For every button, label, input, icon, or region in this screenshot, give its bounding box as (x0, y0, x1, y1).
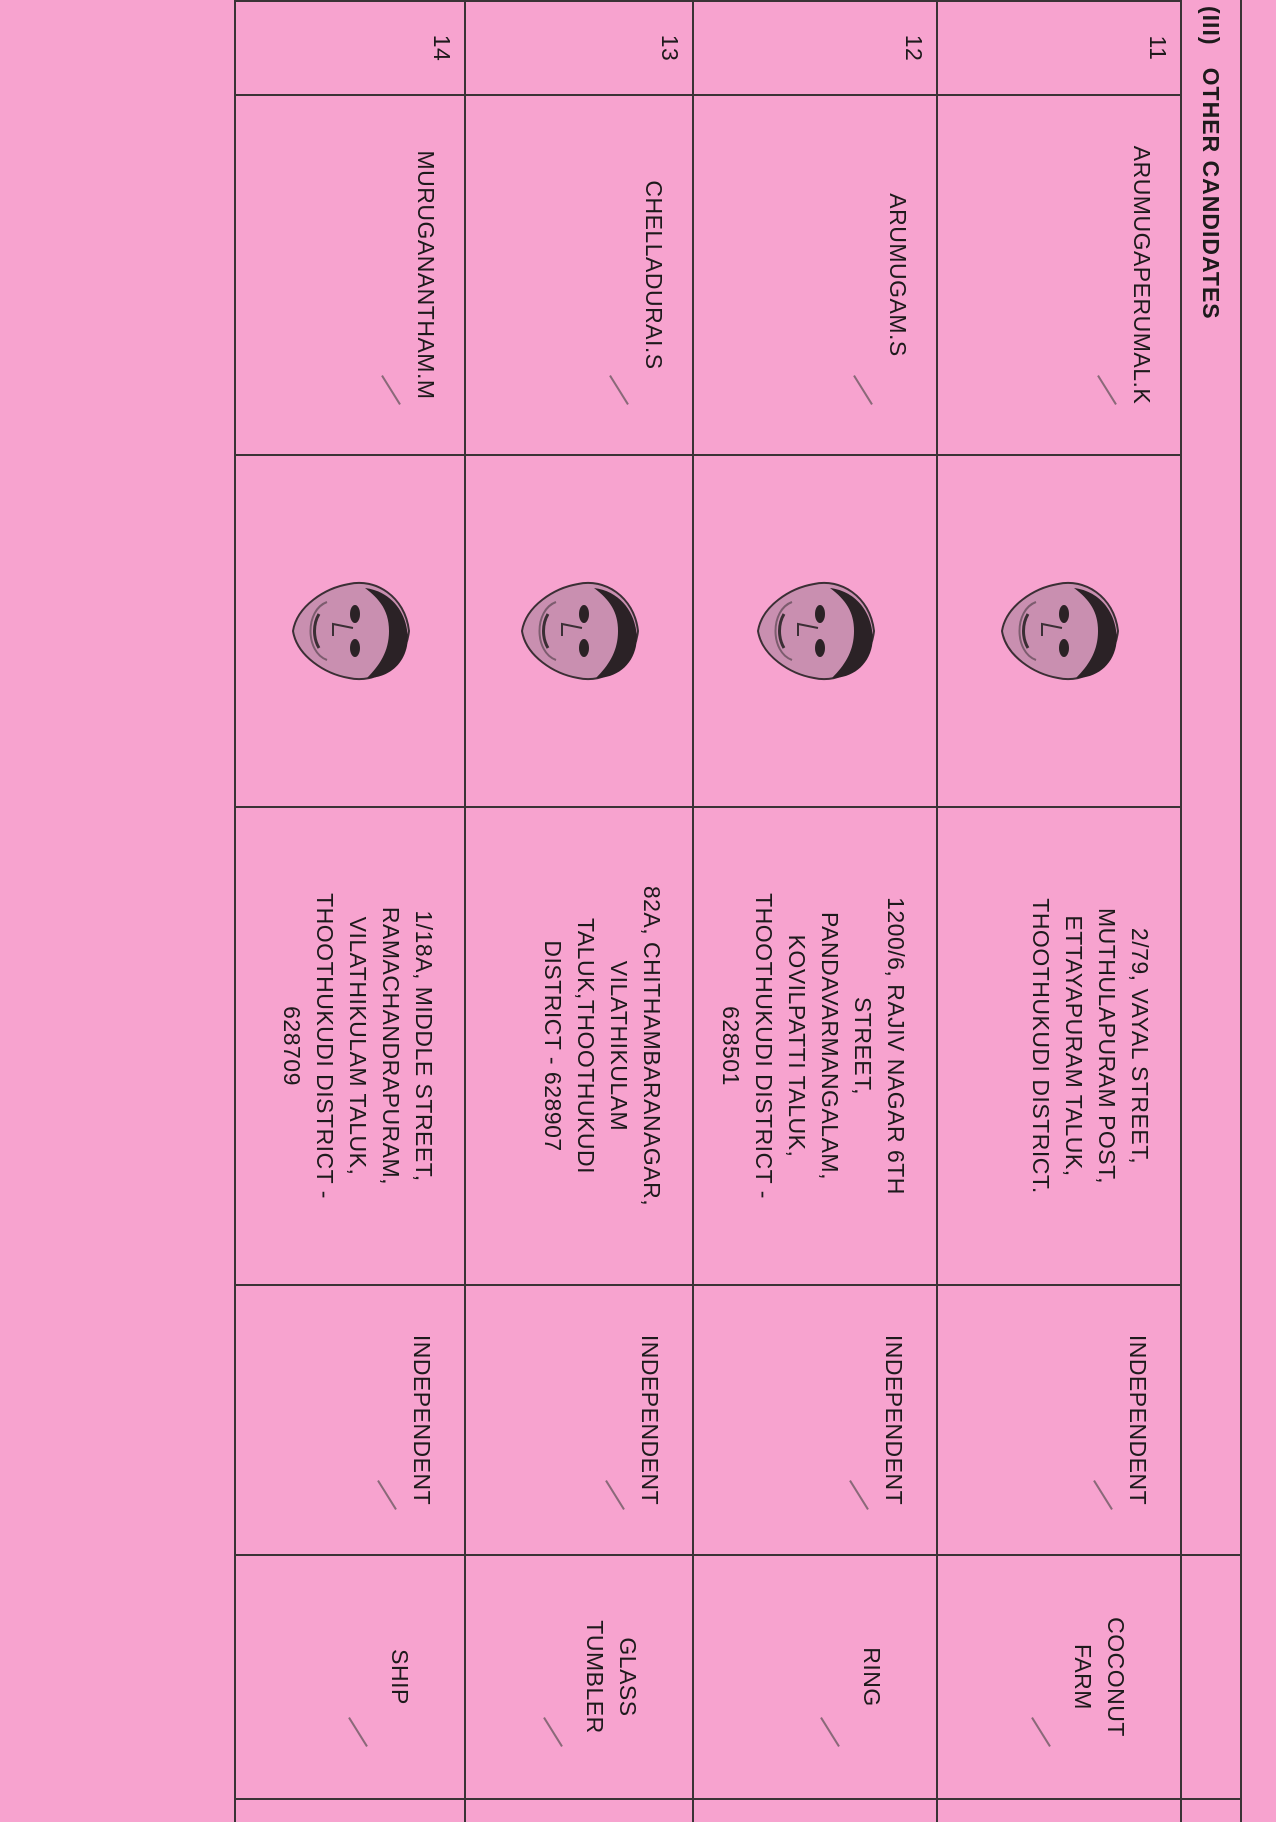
serial-number-cell (235, 1, 465, 95)
party-cell (693, 1285, 937, 1555)
candidate-name: CHELLADURAI.S (641, 180, 667, 370)
address-line: 2/79, VAYAL STREET, (1127, 927, 1153, 1165)
party-affiliation: INDEPENDENT (881, 1334, 907, 1506)
party-cell (465, 1285, 693, 1555)
candidate-name-cell (693, 95, 937, 455)
section-header-row (1180, 0, 1240, 1822)
tick-mark-icon (381, 375, 401, 405)
symbol-line: TUMBLER (582, 1620, 608, 1734)
section-header (1182, 6, 1240, 320)
top-border (1240, 0, 1242, 1822)
address-line: 82A, CHITHAMBARANAGAR, (639, 885, 665, 1207)
address-cell (235, 807, 465, 1285)
section-title: OTHER CANDIDATES (1198, 67, 1224, 320)
candidates-table (234, 0, 1182, 1822)
address-line: DISTRICT - 628907 (540, 940, 566, 1152)
section-number: (III) (1198, 6, 1224, 46)
address-cell (937, 807, 1181, 1285)
blank-cell (235, 1799, 465, 1822)
symbol-line: SHIP (387, 1649, 413, 1705)
serial-number-cell (937, 1, 1181, 95)
party-affiliation: INDEPENDENT (637, 1334, 663, 1506)
symbol-line: RING (859, 1647, 885, 1707)
address-cell (465, 807, 693, 1285)
serial-number-cell (465, 1, 693, 95)
address-line: VILATHIKULAM TALUK, (345, 916, 371, 1176)
candidate-row (693, 1, 937, 1822)
candidate-name-cell (937, 95, 1181, 455)
tick-mark-icon (377, 1480, 397, 1510)
address-line: THOOTHUKUDI DISTRICT - (312, 893, 338, 1199)
candidate-photo-cell (693, 455, 937, 807)
candidate-photo-cell (937, 455, 1181, 807)
address-line: 1/18A, MIDDLE STREET, (411, 910, 437, 1182)
tick-mark-icon (853, 375, 873, 405)
party-affiliation: INDEPENDENT (1125, 1334, 1151, 1506)
address-line: ETTAYAPURAM TALUK, (1061, 915, 1087, 1177)
header-divider (1182, 1798, 1240, 1800)
candidate-name: MURUGANANTHAM.M (413, 150, 439, 400)
tick-mark-icon (1097, 375, 1117, 405)
tick-mark-icon (1093, 1480, 1113, 1510)
candidate-photo (514, 566, 644, 696)
party-cell (235, 1285, 465, 1555)
symbol-line: GLASS (615, 1637, 641, 1717)
header-divider (1182, 1554, 1240, 1556)
tick-mark-icon (820, 1717, 840, 1747)
candidate-address (1024, 808, 1156, 1284)
symbol-cell (235, 1555, 465, 1799)
blank-cell (465, 1799, 693, 1822)
address-line: 1200/6, RAJIV NAGAR 6TH (883, 897, 909, 1195)
address-cell (693, 807, 937, 1285)
candidate-photo (750, 566, 880, 696)
candidate-photo (285, 566, 415, 696)
blank-cell (937, 1799, 1181, 1822)
candidate-address (714, 808, 912, 1284)
address-line: STREET, (850, 996, 876, 1096)
address-line: PANDAVARMANGALAM, (817, 912, 843, 1180)
symbol-line: COCONUT (1103, 1617, 1129, 1737)
symbol-cell (937, 1555, 1181, 1799)
election-symbol (855, 1556, 888, 1798)
candidate-name-cell (465, 95, 693, 455)
address-line: RAMACHANDRAPURAM, (378, 906, 404, 1186)
address-line: 628501 (718, 1006, 744, 1086)
address-line: MUTHULAPURAM POST, (1094, 907, 1120, 1185)
tick-mark-icon (609, 375, 629, 405)
serial-number: 14 (429, 34, 455, 62)
address-line: TALUK,THOOTHUKUDI (573, 918, 599, 1174)
blank-cell (693, 1799, 937, 1822)
address-line: THOOTHUKUDI DISTRICT. (1028, 898, 1054, 1194)
symbol-cell (465, 1555, 693, 1799)
candidate-name: ARUMUGAM.S (885, 193, 911, 357)
candidate-address (536, 808, 668, 1284)
election-symbol (578, 1556, 644, 1798)
serial-number: 13 (657, 34, 683, 62)
symbol-cell (693, 1555, 937, 1799)
candidate-name: ARUMUGAPERUMAL.K (1129, 145, 1155, 405)
tick-mark-icon (605, 1480, 625, 1510)
candidate-row (235, 1, 465, 1822)
election-symbol (1066, 1556, 1132, 1798)
tick-mark-icon (1031, 1717, 1051, 1747)
party-affiliation: INDEPENDENT (409, 1334, 435, 1506)
candidate-name-cell (235, 95, 465, 455)
symbol-line: FARM (1070, 1644, 1096, 1710)
serial-number: 11 (1145, 35, 1171, 61)
candidate-photo-cell (465, 455, 693, 807)
election-symbol (383, 1556, 416, 1798)
tick-mark-icon (543, 1717, 563, 1747)
candidate-address (275, 808, 440, 1284)
tick-mark-icon (849, 1480, 869, 1510)
party-cell (937, 1285, 1181, 1555)
serial-number-cell (693, 1, 937, 95)
candidate-photo (994, 566, 1124, 696)
address-line: THOOTHUKUDI DISTRICT - (751, 893, 777, 1199)
tick-mark-icon (348, 1717, 368, 1747)
address-line: VILATHIKULAM (606, 960, 632, 1132)
candidate-photo-cell (235, 455, 465, 807)
address-line: 628709 (279, 1006, 305, 1086)
candidate-row (937, 1, 1181, 1822)
candidate-row (465, 1, 693, 1822)
serial-number: 12 (901, 34, 927, 62)
address-line: KOVILPATTI TALUK, (784, 934, 810, 1158)
